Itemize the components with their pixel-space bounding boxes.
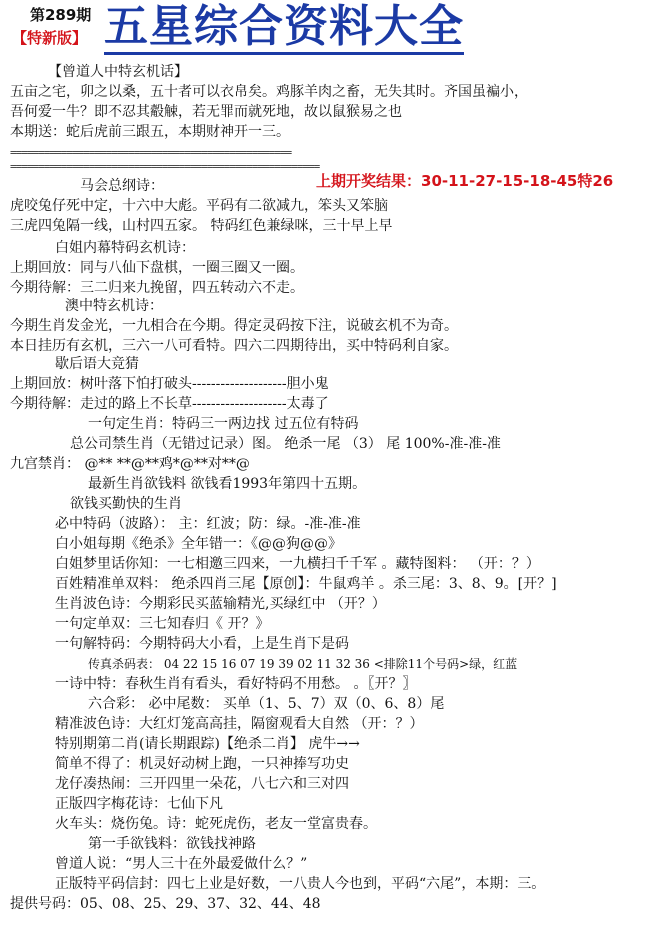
list-item: 一诗中特：春秋生肖有看头，看好特码不用愁。 。〖开？〗 xyxy=(55,676,417,692)
text-line: 总公司禁生肖（无错过记录）图。 绝杀一尾 （3） 尾 100%-准-准-准 xyxy=(70,436,501,452)
text-line: 正版特平码信封：四七上业是好数，一八贵人今也到，平码“六尾”，本期：三。 xyxy=(55,876,546,892)
text-line: 最新生肖欲钱料 欲钱看1993年第四十五期。 xyxy=(88,476,367,492)
last-result: 上期开奖结果：30-11-27-15-18-45特26 xyxy=(316,172,614,190)
edition-tag: 【特新版】 xyxy=(12,29,88,47)
list-item: 六合彩： 必中尾数： 买单（1、5、7）双（0、6、8）尾 xyxy=(88,696,445,712)
list-item: 一句定单双：三七知春归《 开？》 xyxy=(55,616,270,632)
text-line: 本期送：蛇后虎前三跟五，本期财神开一三。 xyxy=(10,124,290,140)
separator: ======================================================= xyxy=(10,160,320,173)
list-item: 龙仔凑热闹：三开四里一朵花，八七六和三对四 xyxy=(55,776,349,792)
separator: ================================================== xyxy=(10,146,292,159)
text-line: 欲钱买勤快的生肖 xyxy=(70,496,182,512)
issue-number: 第289期 xyxy=(30,6,92,24)
section-heading: 白姐内幕特码玄机诗： xyxy=(55,240,195,256)
section-heading: 澳中特玄机诗： xyxy=(65,298,163,314)
list-item: 正版四字梅花诗：七仙下凡 xyxy=(55,796,223,812)
text-line: 吾何爱一牛？即不忍其觳觫，若无罪而就死地，故以鼠猴易之也 xyxy=(10,104,402,120)
list-item: 生肖波色诗：今期彩民买蓝输精光,买绿红中 （开？） xyxy=(55,596,386,612)
list-item: 必中特码（波路）： 主：红波；防：绿。-准-准-准 xyxy=(55,516,361,532)
text-line: 虎咬兔仔死中定，十六中大彪。平码有二欲减九，笨头又笨脑 xyxy=(10,198,388,214)
text-line: 第一手欲钱料：欲钱找神路 xyxy=(88,836,256,852)
list-item: 精准波色诗：大红灯笼高高挂，隔窗观看大自然 （开：？） xyxy=(55,716,424,732)
list-item: 白姐梦里话你知：一七相邀三四来，一九横扫千千军 。藏特图料： （开：？） xyxy=(55,556,540,572)
section-heading: 歇后语大竞猜 xyxy=(55,356,139,372)
text-line: 今期待解：走过的路上不长草--------------------太毒了 xyxy=(10,396,329,412)
text-line: 五亩之宅，卯之以桑，五十者可以衣帛矣。鸡豚羊肉之畜，无失其时。齐国虽褊小， xyxy=(10,84,528,100)
list-item: 火车头：烧伤兔。诗：蛇死虎伤，老友一堂富贵春。 xyxy=(55,816,377,832)
list-item: 一句解特码：今期特码大小看，上是生肖下是码 xyxy=(55,636,349,652)
text-line: 本日挂历有玄机，三六一八可看特。四六二四期待出，买中特码利自家。 xyxy=(10,338,458,354)
text-line: 三虎四兔隔一线，山村四五家。 特码红色兼绿咪，三十早上早 xyxy=(10,218,393,234)
list-item: 白小姐每期《绝杀》全年错一：《@@狗@@》 xyxy=(55,536,342,552)
list-item: 特别期第二肖(请长期跟踪)【绝杀二肖】 虎牛→→ xyxy=(55,736,360,752)
list-item: 百姓精准单双料： 绝杀四肖三尾【原创】：牛鼠鸡羊 。杀三尾：3、8、9。[开？] xyxy=(55,576,557,592)
provided-numbers: 提供号码：05、08、25、29、37、32、44、48 xyxy=(10,896,321,912)
text-line: 上期回放：树叶落下怕打破头--------------------胆小鬼 xyxy=(10,376,329,392)
text-line: 上期回放：同与八仙下盘棋，一圈三圈又一圈。 xyxy=(10,260,304,276)
text-line: 今期待解：三二归来九挽留，四五转动六不走。 xyxy=(10,280,304,296)
list-item: 简单不得了：机灵好动树上跑，一只神捧写功史 xyxy=(55,756,349,772)
text-line: 今期生肖发金光，一九相合在今期。得定灵码按下注，说破玄机不为奇。 xyxy=(10,318,458,334)
list-item: 传真杀码表： 04 22 15 16 07 19 39 02 11 32 36 <排除11个号码>绿，红蓝 xyxy=(88,657,518,671)
text-line: 曾道人说：“男人三十在外最爱做什么？” xyxy=(55,856,308,872)
section-heading: 【曾道人中特玄机话】 xyxy=(48,64,188,80)
text-line: 一句定生肖：特码三一两边找 过五位有特码 xyxy=(88,416,359,432)
page-title: 五星综合资料大全 xyxy=(104,2,464,55)
text-line: 九宫禁肖： @** **@**鸡*@**对**@ xyxy=(10,456,250,472)
section-heading: 马会总纲诗： xyxy=(80,178,164,194)
